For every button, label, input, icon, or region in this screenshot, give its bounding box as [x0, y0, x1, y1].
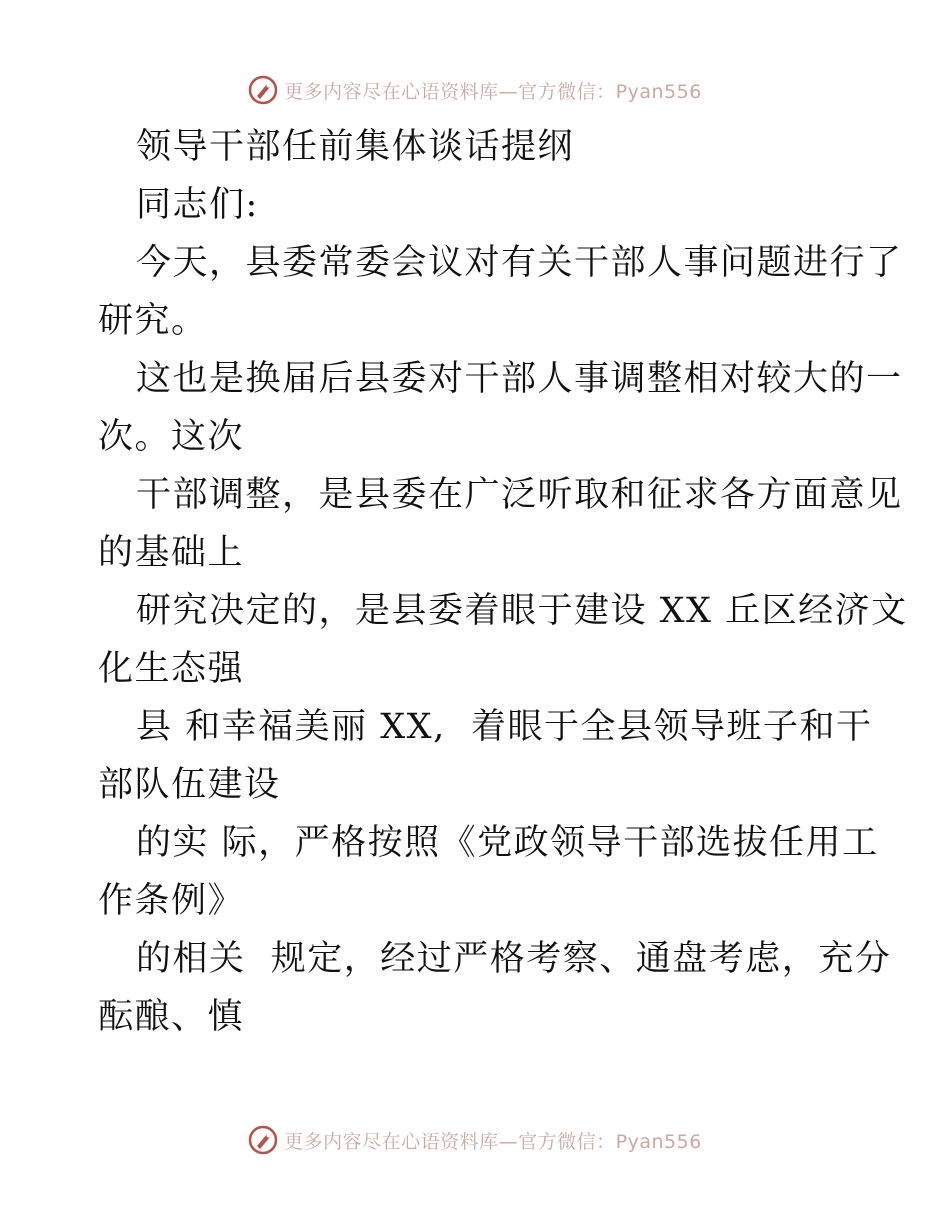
- document-title: 领导干部任前集体谈话提纲: [136, 127, 575, 167]
- header-banner-text: 更多内容尽在心语资料库—官方微信：Pyan556: [284, 80, 702, 103]
- paragraph-line: 作条例》: [98, 881, 245, 921]
- paragraph-line: 的实 际，严格按照《党政领导干部选拔任用工: [136, 823, 879, 863]
- paragraph-line: 的基础上: [98, 533, 245, 573]
- header-banner: [0, 70, 950, 110]
- salutation: 同志们:: [136, 185, 259, 225]
- paragraph-line: 酝酿、慎: [98, 997, 245, 1037]
- paragraph-line: 干部调整，是县委在广泛听取和征求各方面意见: [136, 475, 903, 515]
- document-body: [98, 118, 908, 1046]
- paragraph-line: 部队伍建设: [98, 765, 281, 805]
- pen-seal-icon: [248, 75, 278, 105]
- pen-seal-icon: [248, 1125, 278, 1155]
- paragraph-line: 县 和幸福美丽 XX, 着眼于全县领导班子和干: [136, 707, 873, 747]
- footer-banner: [0, 1120, 950, 1160]
- paragraph-line: 的相关 规定，经过严格考察、通盘考虑，充分: [136, 939, 892, 979]
- paragraph-line: 这也是换届后县委对干部人事调整相对较大的一: [136, 359, 903, 399]
- paragraph-line: 次。这次: [98, 417, 245, 457]
- paragraph-line: 研究决定的，是县委着眼于建设 XX 丘区经济文: [136, 591, 908, 631]
- paragraph-line: 今天，县委常委会议对有关干部人事问题进行了: [136, 243, 903, 283]
- paragraph-line: 化生态强: [98, 649, 245, 689]
- paragraph-line: 研究。: [98, 301, 208, 341]
- footer-banner-text: 更多内容尽在心语资料库—官方微信：Pyan556: [284, 1130, 702, 1153]
